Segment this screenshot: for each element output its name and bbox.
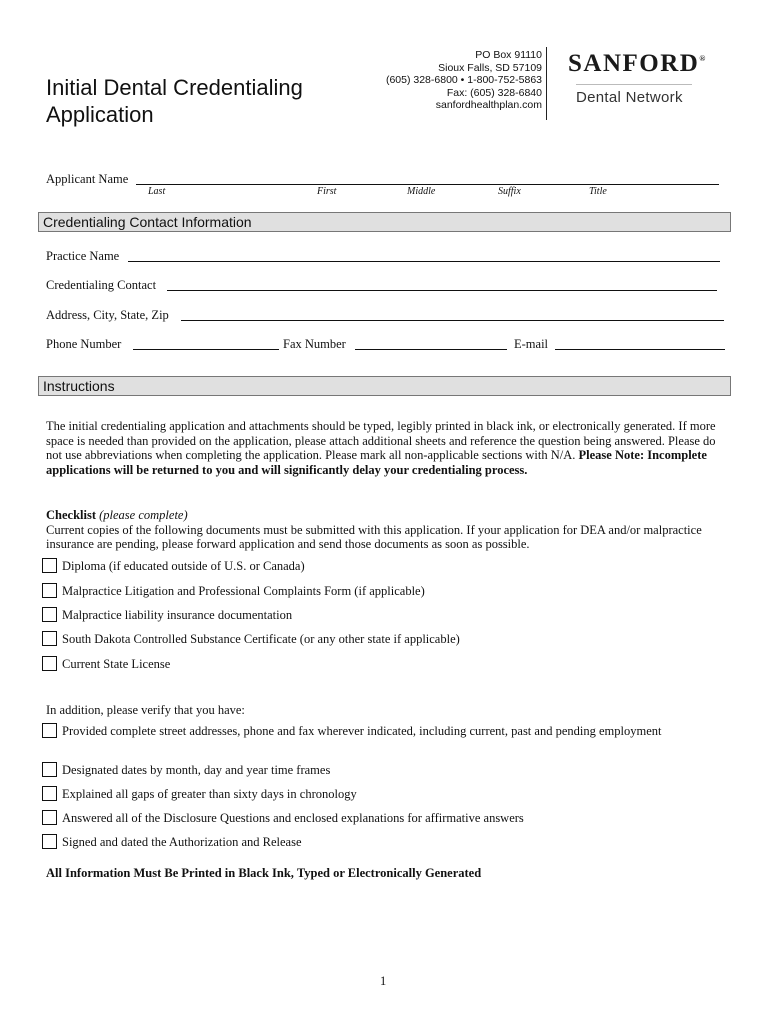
credentialing-contact-label: Credentialing Contact <box>46 278 157 292</box>
address-block <box>386 49 542 112</box>
checkbox-gaps[interactable] <box>42 786 57 801</box>
phone-label: Phone Number <box>46 337 122 351</box>
checkbox-signed[interactable] <box>42 834 57 849</box>
verify-item-label: Explained all gaps of greater than sixty days in chronology <box>62 787 357 801</box>
address-label: Address, City, State, Zip <box>46 308 169 322</box>
fax-field[interactable] <box>355 349 507 350</box>
checkbox-diploma[interactable] <box>42 558 57 573</box>
checkbox-malpractice-litigation[interactable] <box>42 583 57 598</box>
verify-item-label: Provided complete street addresses, phone and fax wherever indicated, including current, past and pending employment <box>62 724 662 738</box>
section-title: Credentialing Contact Information <box>43 214 252 230</box>
checklist-item-label: Diploma (if educated outside of U.S. or Canada) <box>62 559 305 573</box>
phone-field[interactable] <box>133 349 279 350</box>
checkbox-addresses[interactable] <box>42 723 57 738</box>
checklist-item-label: Malpractice Litigation and Professional Complaints Form (if applicable) <box>62 584 425 598</box>
section-title: Instructions <box>43 378 115 394</box>
checkbox-malpractice-insurance[interactable] <box>42 607 57 622</box>
checkbox-disclosure[interactable] <box>42 810 57 825</box>
registered-mark: ® <box>699 54 706 63</box>
title-line-2: Application <box>46 102 154 127</box>
sublabel-last: Last <box>148 186 166 197</box>
instructions-note: Please Note: Incomplete applications will be returned to you and will significantly delay your credentialing process. <box>46 448 707 477</box>
address-field[interactable] <box>181 320 724 321</box>
section-header-instructions <box>38 376 731 396</box>
sublabel-first: First <box>317 186 337 197</box>
checkbox-dates[interactable] <box>42 762 57 777</box>
checklist-intro <box>46 508 736 552</box>
checkbox-state-license[interactable] <box>42 656 57 671</box>
practice-name-field[interactable] <box>128 261 720 262</box>
fax-line: Fax: (605) 328-6840 <box>446 86 542 99</box>
phone-line: (605) 328-6800 • 1-800-752-5863 <box>385 74 542 86</box>
instructions-body: The initial credentialing application and attachments should be typed, legibly printed in black ink, or electronically generated. If more space is needed than provided on the application, please attach additional sheets and reference the question being answered. Please do not use abbreviations when completing the application. Please mark all non-applicable sections with N/A. <box>46 419 716 462</box>
checklist-description: Current copies of the following documents must be submitted with this application. If your application for DEA and/or malpractice insurance are pending, please forward application and send those documents as soon as possible. <box>46 522 702 551</box>
checklist-item-label: Malpractice liability insurance documentation <box>62 608 293 622</box>
email-field[interactable] <box>555 349 725 350</box>
checklist-item-label: South Dakota Controlled Substance Certificate (or any other state if applicable) <box>62 632 460 646</box>
sublabel-suffix: Suffix <box>498 186 521 197</box>
verify-item-label: Answered all of the Disclosure Questions and enclosed explanations for affirmative answers <box>62 811 524 825</box>
address-line: PO Box 91110 <box>475 49 542 61</box>
section-header-contact <box>38 212 731 232</box>
checklist-item-label: Current State License <box>62 657 171 671</box>
logo-text: SANFORD <box>568 50 700 77</box>
sublabel-title: Title <box>589 186 607 197</box>
verify-item-label: Signed and dated the Authorization and Release <box>62 835 302 849</box>
logo-rule <box>576 84 692 85</box>
title-line-1: Initial Dental Credentialing <box>46 75 303 100</box>
website-line: sanfordhealthplan.com <box>435 99 542 111</box>
checkbox-controlled-substance[interactable] <box>42 631 57 646</box>
document-title <box>46 74 303 128</box>
checklist-title: Checklist <box>46 508 96 522</box>
verify-item-label: Designated dates by month, day and year time frames <box>62 763 331 777</box>
checklist-hint: (please complete) <box>99 508 188 522</box>
applicant-name-field[interactable] <box>136 184 719 185</box>
header-divider <box>546 47 547 120</box>
final-notice: All Information Must Be Printed in Black Ink, Typed or Electronically Generated <box>46 866 482 880</box>
sublabel-middle: Middle <box>407 186 436 197</box>
address-line: Sioux Falls, SD 57109 <box>438 61 542 74</box>
page-number: 1 <box>380 974 387 988</box>
email-label: E-mail <box>514 337 549 351</box>
logo-subtext: Dental Network <box>576 89 683 106</box>
applicant-name-label: Applicant Name <box>46 172 129 186</box>
fax-label: Fax Number <box>283 337 346 351</box>
verify-intro: In addition, please verify that you have: <box>46 703 245 717</box>
practice-name-label: Practice Name <box>46 249 120 263</box>
sanford-logo <box>568 50 705 78</box>
instructions-paragraph <box>46 419 722 477</box>
credentialing-contact-field[interactable] <box>167 290 717 291</box>
